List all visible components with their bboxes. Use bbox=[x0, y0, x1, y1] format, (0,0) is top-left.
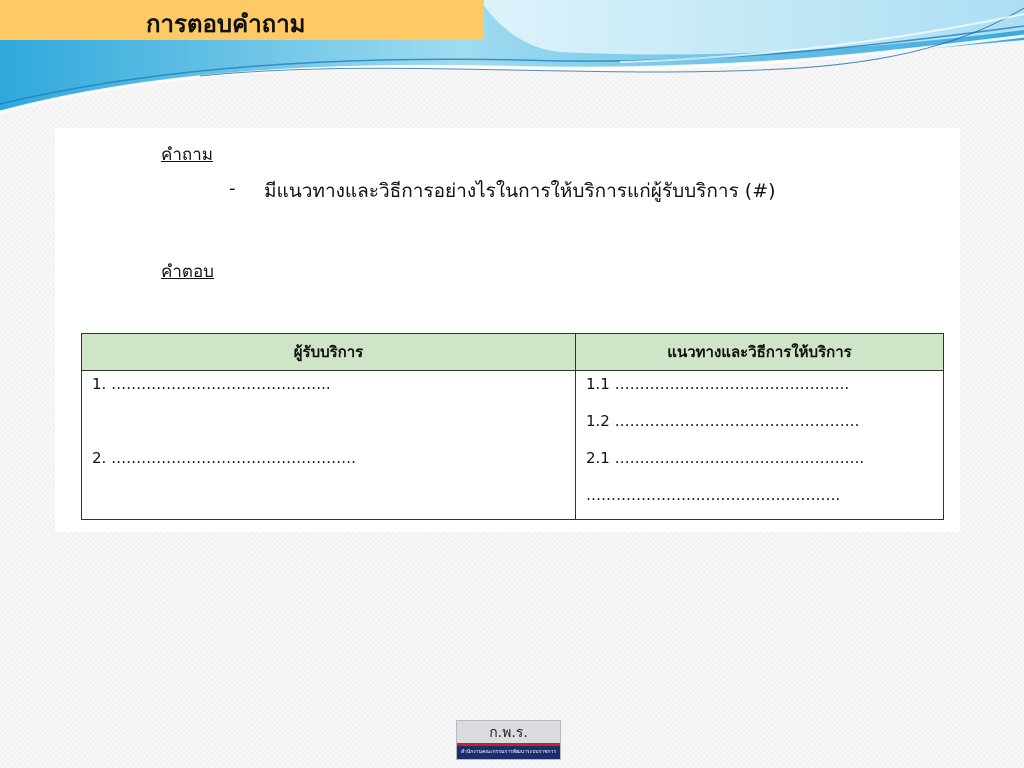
header-recipients: ผู้รับบริการ bbox=[82, 334, 576, 371]
answer-table bbox=[81, 333, 944, 520]
opdc-logo bbox=[456, 720, 561, 760]
approach-line-1-1: 1.1 ……………………………………….. bbox=[586, 375, 850, 393]
logo-text: ก.พ.ร. bbox=[489, 725, 528, 741]
approach-line-continued: …………………..………………………. bbox=[586, 486, 841, 504]
question-text: มีแนวทางและวิธีการอย่างไรในการให้บริการแก่ผู้รับบริการ (#) bbox=[264, 180, 776, 202]
question-bullet: - bbox=[229, 178, 236, 199]
table-row bbox=[82, 371, 944, 520]
recipient-line-2: 2. …………………………………………. bbox=[92, 449, 356, 467]
question-heading: คำถาม bbox=[161, 145, 213, 165]
recipient-line-1: 1. …………………………………….. bbox=[92, 375, 331, 393]
approach-cell bbox=[576, 371, 944, 520]
logo-subtext: สำนักงานคณะกรรมการพัฒนาระบบราชการ bbox=[457, 746, 560, 759]
header-service-approach: แนวทางและวิธีการให้บริการ bbox=[576, 334, 944, 371]
approach-line-2-1: 2.1 ………………………………………….. bbox=[586, 449, 865, 467]
slide-title: การตอบคำถาม bbox=[146, 10, 306, 38]
recipients-cell bbox=[82, 371, 576, 520]
answer-heading: คำตอบ bbox=[161, 262, 214, 282]
approach-line-1-2: 1.2 …………………………………………. bbox=[586, 412, 860, 430]
recipient-line-blank-1 bbox=[92, 408, 575, 445]
table-header-row bbox=[82, 334, 944, 371]
recipient-line-blank-2 bbox=[92, 482, 575, 519]
